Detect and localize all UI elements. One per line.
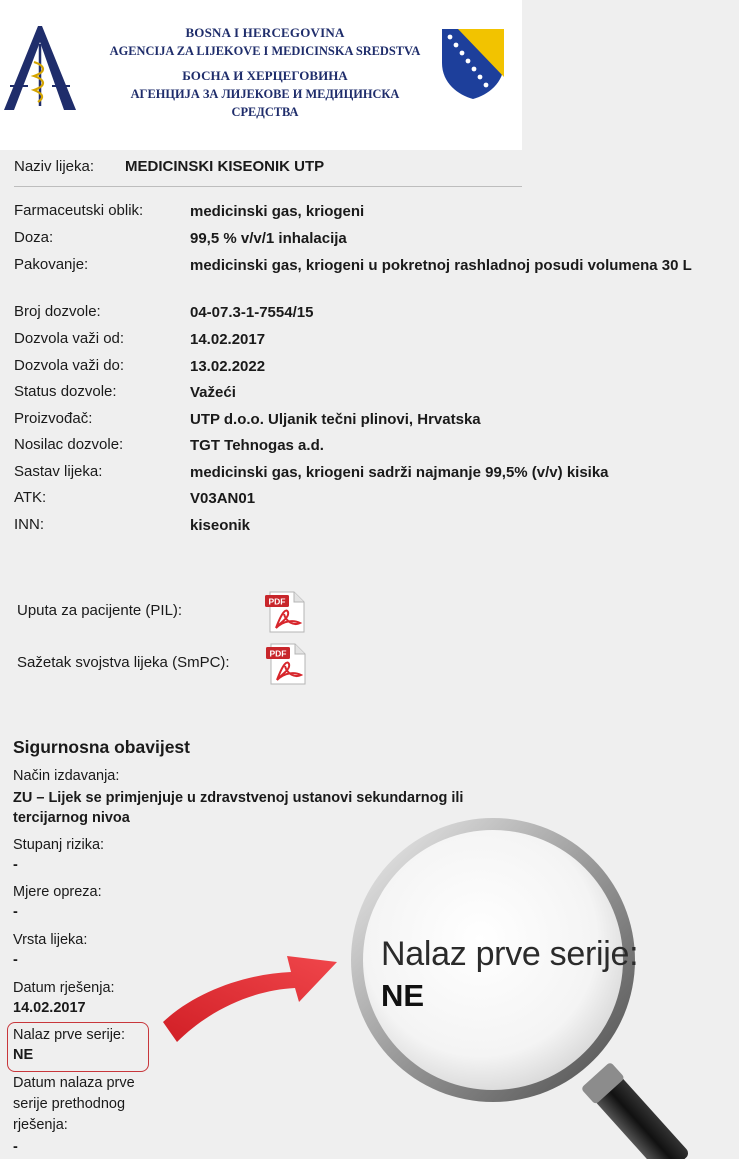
property-label: Status dozvole: xyxy=(14,383,117,400)
pil-document-row xyxy=(17,590,317,634)
caution-label: Mjere opreza: xyxy=(13,884,102,900)
first-batch-date-label-line1: Datum nalaza prve xyxy=(13,1075,135,1091)
decision-date-value: 14.02.2017 xyxy=(13,1000,86,1016)
property-value: 99,5 % v/v/1 inhalacija xyxy=(190,230,347,247)
property-row xyxy=(14,383,729,410)
property-row xyxy=(14,330,729,357)
property-row xyxy=(14,489,729,516)
property-label: Dozvola važi od: xyxy=(14,330,125,347)
property-row xyxy=(14,516,729,543)
property-label: INN: xyxy=(14,516,44,533)
drug-type-value: - xyxy=(13,952,18,968)
smpc-document-row xyxy=(17,642,317,686)
pdf-icon[interactable] xyxy=(264,590,308,634)
magnified-first-batch-label: Nalaz prve serije: xyxy=(381,935,639,973)
issuing-value-line2: tercijarnog nivoa xyxy=(13,810,130,826)
agency-country-latin: BOSNA I HERCEGOVINA xyxy=(185,25,345,40)
property-value: 13.02.2022 xyxy=(190,358,266,375)
property-value: TGT Tehnogas a.d. xyxy=(190,437,324,454)
property-value: kiseonik xyxy=(190,517,251,534)
drug-type-label: Vrsta lijeka: xyxy=(13,932,88,948)
smpc-label: Sažetak svojstva lijeka (SmPC): xyxy=(17,654,230,671)
agency-title xyxy=(100,24,430,121)
first-batch-date-label-line3: rješenja: xyxy=(13,1117,68,1133)
property-label: ATK: xyxy=(14,489,47,506)
property-value: V03AN01 xyxy=(190,490,256,507)
bih-flag-shield-icon xyxy=(440,27,506,101)
risk-value: - xyxy=(13,857,18,873)
property-label: Nosilac dozvole: xyxy=(14,436,124,453)
property-row xyxy=(14,229,729,256)
agency-country-cyrillic: БОСНА И ХЕРЦЕГОВИНА xyxy=(182,68,348,83)
first-batch-date-label-line2: serije prethodnog xyxy=(13,1096,126,1112)
property-label: Broj dozvole: xyxy=(14,303,101,320)
property-row xyxy=(14,202,729,229)
property-label: Proizvođač: xyxy=(14,410,93,427)
property-label: Sastav lijeka: xyxy=(14,463,103,480)
agency-logo-icon xyxy=(0,22,80,114)
risk-label: Stupanj rizika: xyxy=(13,837,105,853)
decision-date-label: Datum rješenja: xyxy=(13,980,115,996)
caution-value: - xyxy=(13,904,18,920)
property-row xyxy=(14,410,729,436)
property-row xyxy=(14,436,729,463)
agency-header xyxy=(0,0,522,150)
pdf-icon[interactable] xyxy=(265,642,309,686)
property-label: Dozvola važi do: xyxy=(14,357,125,374)
property-value: 04-07.3-1-7554/15 xyxy=(190,304,314,321)
first-batch-label: Nalaz prve serije: xyxy=(13,1027,126,1043)
drug-properties xyxy=(14,202,729,543)
property-label: Pakovanje: xyxy=(14,256,89,273)
pdf-badge: PDF xyxy=(268,596,286,607)
drug-name-label: Naziv lijeka: xyxy=(14,158,95,175)
drug-name-row xyxy=(14,157,522,187)
property-row xyxy=(14,463,729,489)
agency-name-cyrillic: АГЕНЦИЈА ЗА ЛИЈЕКОВЕ И МЕДИЦИНСКА СРЕДСТВА xyxy=(130,87,400,119)
pil-label: Uputa za pacijente (PIL): xyxy=(17,602,183,619)
first-batch-value: NE xyxy=(13,1047,34,1063)
property-value: UTP d.o.o. Uljanik tečni plinovi, Hrvatska xyxy=(190,411,481,428)
property-value: medicinski gas, kriogeni xyxy=(190,203,365,220)
red-arrow-icon xyxy=(155,938,345,1048)
issuing-value-line1: ZU – Lijek se primjenjuje u zdravstvenoj ustanovi sekundarnog ili xyxy=(13,790,464,806)
safety-notice-title: Sigurnosna obavijest xyxy=(13,737,190,757)
property-value: medicinski gas, kriogeni u pokretnoj rashladnoj posudi volumena 30 L xyxy=(190,257,692,274)
property-label: Farmaceutski oblik: xyxy=(14,202,144,219)
issuing-label: Način izdavanja: xyxy=(13,768,120,784)
first-batch-date-value: - xyxy=(13,1139,18,1155)
magnified-first-batch-value: NE xyxy=(381,978,425,1013)
drug-name-value: MEDICINSKI KISEONIK UTP xyxy=(125,158,325,175)
property-label: Doza: xyxy=(14,229,54,246)
property-value: Važeći xyxy=(190,384,236,401)
property-value: 14.02.2017 xyxy=(190,331,266,348)
agency-name-latin: AGENCIJA ZA LIJEKOVE I MEDICINSKA SREDSTVA xyxy=(109,44,421,58)
pdf-badge: PDF xyxy=(269,648,287,659)
property-value: medicinski gas, kriogeni sadrži najmanje 99,5% (v/v) kisika xyxy=(190,464,609,481)
property-row xyxy=(14,303,729,330)
property-row xyxy=(14,357,729,383)
property-row xyxy=(14,256,729,303)
